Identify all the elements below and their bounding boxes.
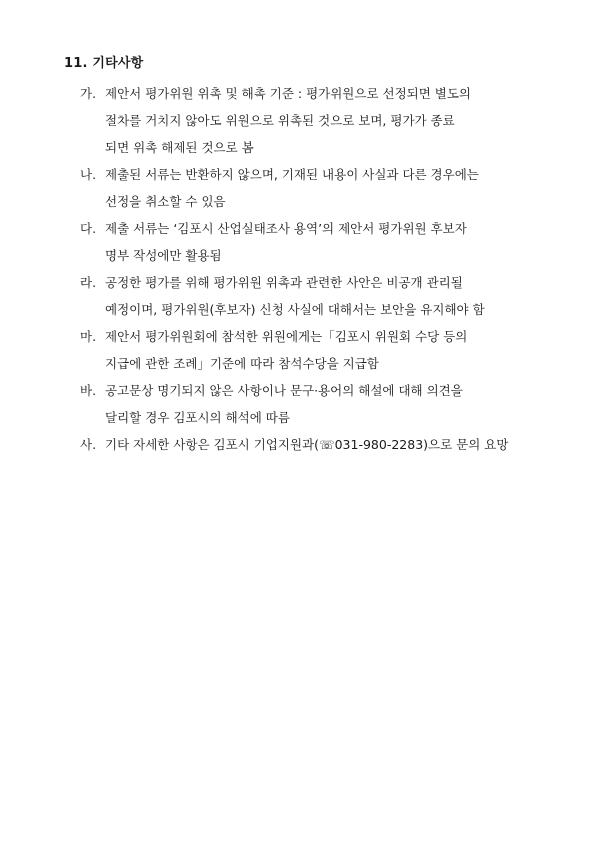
item-text: 제출된 서류는 반환하지 않으며, 기재된 내용이 사실과 다른 경우에는 선정을 취소할 수 있음 [105,167,479,209]
list-item [80,323,536,377]
item-text: 공정한 평가를 위해 평가위원 위촉과 관련한 사안은 비공개 관리될 예정이며, 평가위원(후보자) 신청 사실에 대해서는 보안을 유지해야 함 [105,275,485,317]
list-item [80,80,536,161]
item-marker: 가. [80,86,97,101]
item-marker: 바. [80,383,97,398]
list-item [80,215,536,269]
item-text: 제안서 평가위원 위촉 및 해촉 기준 : 평가위원으로 선정되면 별도의 절차를 거치지 않아도 위원으로 위촉된 것으로 보며, 평가가 종료 되면 위촉 해제된 것으로 봄 [105,86,471,155]
list-item [80,161,536,215]
item-text: 제출 서류는 ‘김포시 산업실태조사 용역’의 제안서 평가위원 후보자 명부 작성에만 활용됨 [105,221,467,263]
item-text: 제안서 평가위원회에 참석한 위원에게는「김포시 위원회 수당 등의 지급에 관한 조례」기준에 따라 참석수당을 지급함 [105,329,468,371]
section-title: 11. 기타사항 [64,56,144,71]
list-item [80,431,536,458]
item-marker: 사. [80,437,97,452]
item-marker: 나. [80,167,97,182]
item-marker: 마. [80,329,97,344]
item-text: 공고문상 명기되지 않은 사항이나 문구·용어의 해설에 대해 의견을 달리할 경우 김포시의 해석에 따름 [105,383,463,425]
item-marker: 다. [80,221,97,236]
list-item [80,269,536,323]
item-list [80,80,536,458]
list-item [80,377,536,431]
item-text: 기타 자세한 사항은 김포시 기업지원과(☏031-980-2283)으로 문의 요망 [105,437,509,452]
item-marker: 라. [80,275,97,290]
